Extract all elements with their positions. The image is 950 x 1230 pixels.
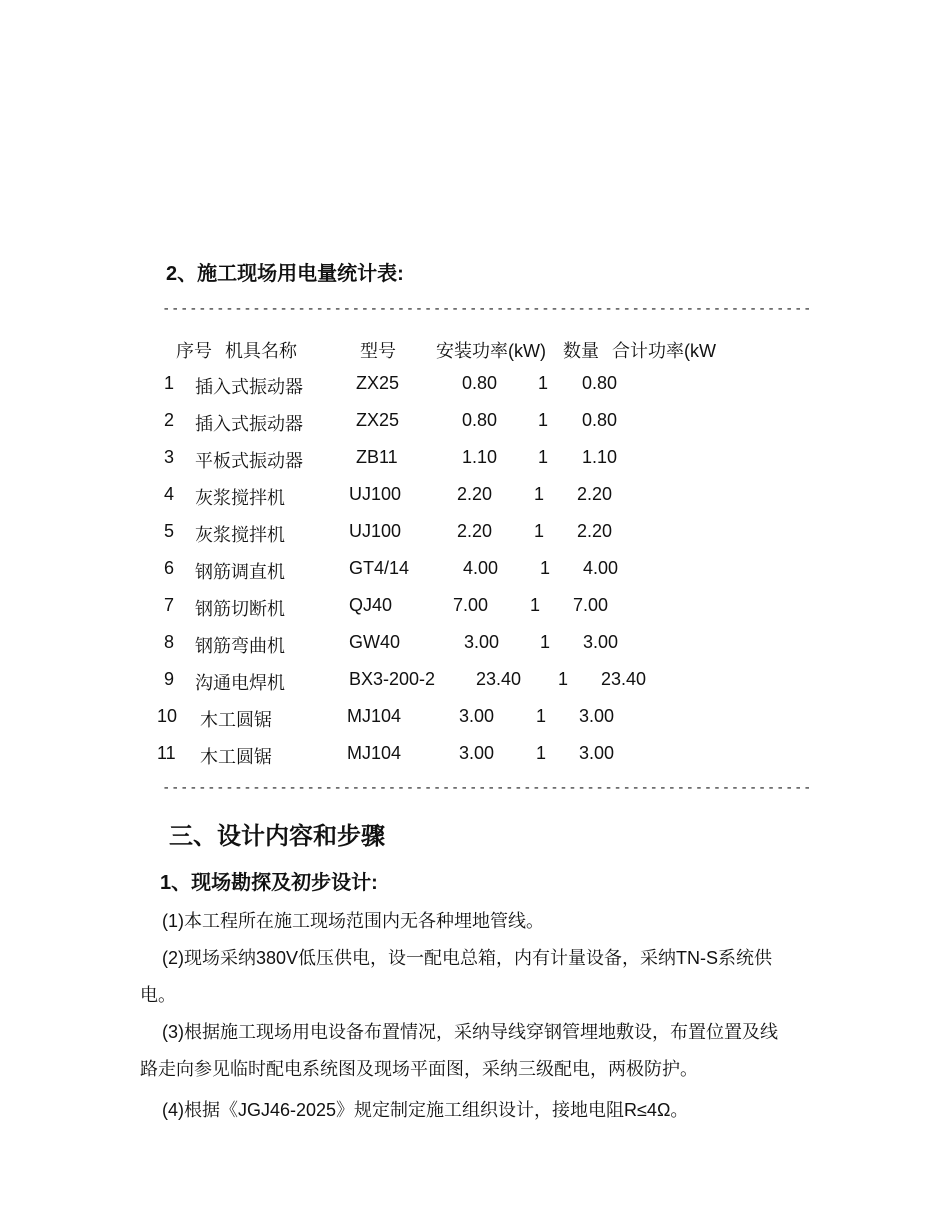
col-header-model: 型号 bbox=[360, 341, 396, 361]
cell-name: 钢筋调直机 bbox=[195, 562, 285, 582]
cell-power: 4.00 bbox=[463, 558, 499, 578]
cell-qty: 1 bbox=[534, 521, 545, 541]
cell-no: 10 bbox=[157, 706, 178, 726]
cell-power: 3.00 bbox=[459, 743, 495, 763]
cell-no: 8 bbox=[164, 632, 175, 652]
cell-qty: 1 bbox=[538, 447, 549, 467]
col-header-no: 序号 bbox=[176, 341, 212, 361]
cell-no: 1 bbox=[164, 373, 175, 393]
cell-no: 3 bbox=[164, 447, 175, 467]
paragraph-1-line-1: (1)本工程所在施工现场范围内无各种埋地管线。 bbox=[162, 911, 544, 931]
cell-total: 4.00 bbox=[583, 558, 619, 578]
cell-model: GT4/14 bbox=[349, 558, 410, 578]
paragraph-3-line-1: (3)根据施工现场用电设备布置情况，采纳导线穿钢管埋地敷设，布置位置及线 bbox=[162, 1022, 778, 1042]
cell-total: 7.00 bbox=[573, 595, 609, 615]
cell-name: 插入式振动器 bbox=[195, 414, 303, 434]
cell-model: ZX25 bbox=[356, 373, 400, 393]
cell-total: 2.20 bbox=[577, 521, 613, 541]
cell-name: 插入式振动器 bbox=[195, 377, 303, 397]
cell-name: 灰浆搅拌机 bbox=[195, 525, 285, 545]
cell-name: 平板式振动器 bbox=[195, 451, 303, 471]
col-header-qty: 数量 bbox=[563, 341, 599, 361]
cell-qty: 1 bbox=[540, 558, 551, 578]
cell-power: 3.00 bbox=[459, 706, 495, 726]
cell-power: 23.40 bbox=[476, 669, 522, 689]
cell-qty: 1 bbox=[540, 632, 551, 652]
cell-model: BX3-200-2 bbox=[349, 669, 436, 689]
paragraph-4-line-1: (4)根据《JGJ46-2025》规定制定施工组织设计，接地电阻R≤4Ω。 bbox=[162, 1100, 689, 1120]
cell-total: 1.10 bbox=[582, 447, 618, 467]
cell-model: QJ40 bbox=[349, 595, 393, 615]
cell-qty: 1 bbox=[558, 669, 569, 689]
table-top-separator: ------------------------------------------------------------------------ bbox=[162, 301, 813, 317]
cell-model: UJ100 bbox=[349, 484, 402, 504]
cell-no: 4 bbox=[164, 484, 175, 504]
cell-model: MJ104 bbox=[347, 706, 402, 726]
cell-total: 23.40 bbox=[601, 669, 647, 689]
cell-total: 3.00 bbox=[579, 743, 615, 763]
cell-power: 3.00 bbox=[464, 632, 500, 652]
cell-total: 0.80 bbox=[582, 373, 618, 393]
cell-no: 6 bbox=[164, 558, 175, 578]
cell-power: 2.20 bbox=[457, 521, 493, 541]
cell-name: 灰浆搅拌机 bbox=[195, 488, 285, 508]
paragraph-2-line-1: (2)现场采纳380V低压供电，设一配电总箱，内有计量设备，采纳TN-S系统供 bbox=[162, 948, 773, 968]
col-header-power: 安装功率(kW) bbox=[436, 341, 546, 361]
cell-power: 2.20 bbox=[457, 484, 493, 504]
cell-qty: 1 bbox=[536, 743, 547, 763]
cell-power: 0.80 bbox=[462, 373, 498, 393]
cell-no: 5 bbox=[164, 521, 175, 541]
cell-name: 木工圆锯 bbox=[200, 747, 272, 767]
paragraph-3-line-2: 路走向参见临时配电系统图及现场平面图，采纳三级配电，两极防护。 bbox=[140, 1059, 698, 1079]
cell-qty: 1 bbox=[536, 706, 547, 726]
cell-total: 3.00 bbox=[583, 632, 619, 652]
power-table-heading: 2、施工现场用电量统计表: bbox=[166, 263, 404, 285]
table-bottom-separator: ------------------------------------------------------------------------ bbox=[162, 780, 813, 796]
cell-model: MJ104 bbox=[347, 743, 402, 763]
col-header-total: 合计功率(kW bbox=[612, 341, 716, 361]
cell-qty: 1 bbox=[538, 410, 549, 430]
cell-model: ZX25 bbox=[356, 410, 400, 430]
cell-no: 7 bbox=[164, 595, 175, 615]
cell-no: 2 bbox=[164, 410, 175, 430]
cell-name: 钢筋切断机 bbox=[195, 599, 285, 619]
cell-no: 9 bbox=[164, 669, 175, 689]
cell-total: 0.80 bbox=[582, 410, 618, 430]
cell-no: 11 bbox=[157, 743, 176, 763]
cell-name: 木工圆锯 bbox=[200, 710, 272, 730]
cell-power: 1.10 bbox=[462, 447, 498, 467]
cell-total: 3.00 bbox=[579, 706, 615, 726]
paragraph-2-line-2: 电。 bbox=[140, 985, 176, 1005]
cell-total: 2.20 bbox=[577, 484, 613, 504]
cell-name: 沟通电焊机 bbox=[195, 673, 285, 693]
cell-model: ZB11 bbox=[356, 447, 398, 467]
site-survey-subheading: 1、现场勘探及初步设计: bbox=[160, 872, 378, 894]
cell-qty: 1 bbox=[538, 373, 549, 393]
col-header-name: 机具名称 bbox=[225, 341, 297, 361]
cell-power: 7.00 bbox=[453, 595, 489, 615]
cell-qty: 1 bbox=[530, 595, 541, 615]
cell-model: GW40 bbox=[349, 632, 401, 652]
cell-qty: 1 bbox=[534, 484, 545, 504]
cell-power: 0.80 bbox=[462, 410, 498, 430]
design-section-heading: 三、设计内容和步骤 bbox=[169, 823, 385, 850]
cell-name: 钢筋弯曲机 bbox=[195, 636, 285, 656]
cell-model: UJ100 bbox=[349, 521, 402, 541]
